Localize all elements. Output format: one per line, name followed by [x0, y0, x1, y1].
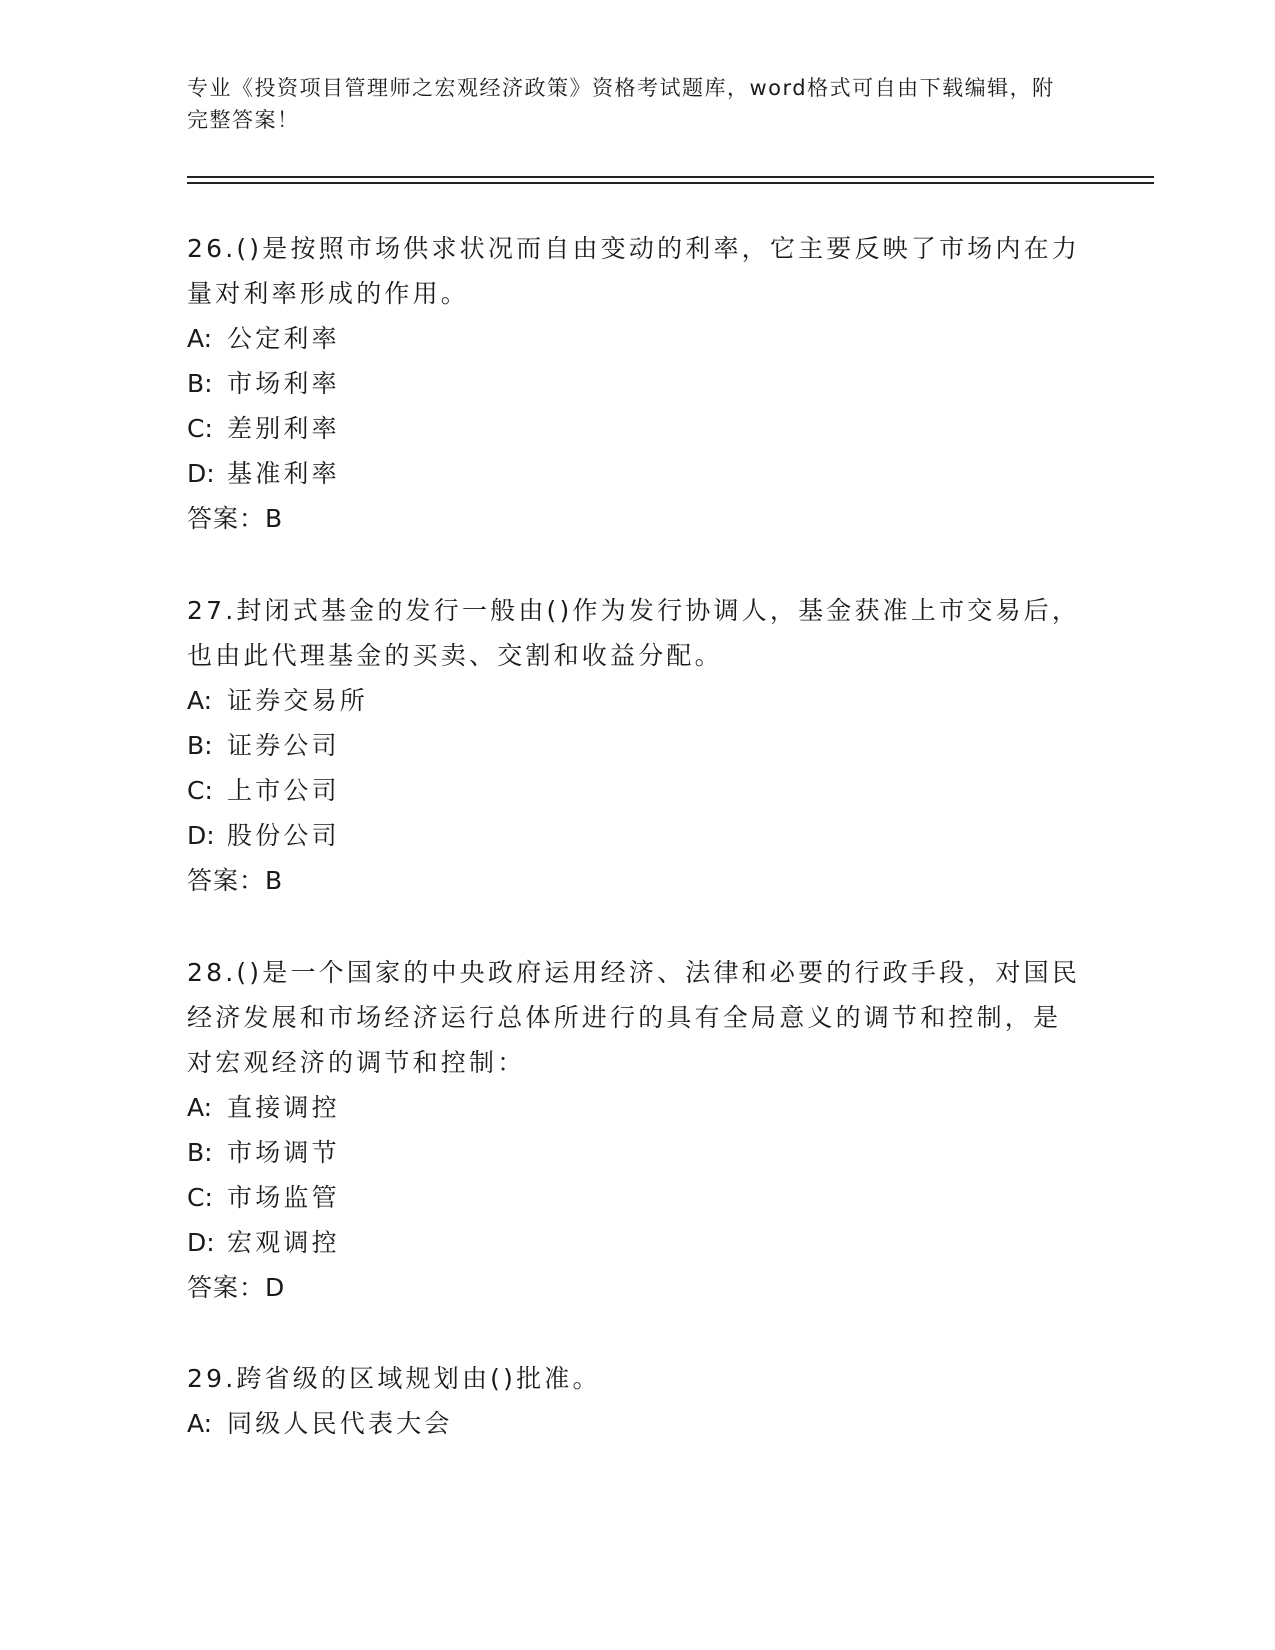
question-stem: 26.()是按照市场供求状况而自由变动的利率，它主要反映了市场内在力量对利率形成的作用。 [187, 234, 1081, 308]
option-key: C: [187, 776, 213, 805]
option-key: D: [187, 1228, 215, 1257]
option-text: 宏观调控 [227, 1228, 340, 1257]
option-a [187, 1085, 1087, 1130]
header-divider-bottom [187, 182, 1154, 184]
answer: 答案：D [187, 1273, 286, 1302]
document-header: 专业《投资项目管理师之宏观经济政策》资格考试题库，word格式可自由下载编辑，附完整答案！ [187, 76, 1055, 132]
option-b [187, 1130, 1087, 1175]
option-d [187, 813, 1087, 858]
question-28 [187, 950, 1087, 1310]
option-text: 直接调控 [227, 1093, 340, 1122]
question-29 [187, 1356, 1087, 1446]
option-key: D: [187, 821, 215, 850]
option-a [187, 1401, 1087, 1446]
option-key: B: [187, 731, 213, 760]
question-27 [187, 588, 1087, 903]
option-key: D: [187, 459, 215, 488]
option-text: 市场调节 [227, 1138, 340, 1167]
option-a [187, 316, 1087, 361]
option-b [187, 361, 1087, 406]
answer: 答案：B [187, 504, 284, 533]
option-text: 基准利率 [227, 459, 340, 488]
option-text: 同级人民代表大会 [227, 1409, 453, 1438]
answer: 答案：B [187, 866, 284, 895]
option-text: 差别利率 [227, 414, 340, 443]
option-key: C: [187, 1183, 213, 1212]
option-text: 股份公司 [227, 821, 340, 850]
question-stem: 28.()是一个国家的中央政府运用经济、法律和必要的行政手段，对国民经济发展和市场经济运行总体所进行的具有全局意义的调节和控制，是对宏观经济的调节和控制： [187, 958, 1081, 1077]
option-c [187, 406, 1087, 451]
option-text: 上市公司 [227, 776, 340, 805]
option-c [187, 768, 1087, 813]
option-key: C: [187, 414, 213, 443]
question-26 [187, 226, 1087, 541]
option-key: A: [187, 686, 213, 715]
option-b [187, 723, 1087, 768]
option-c [187, 1175, 1087, 1220]
option-key: A: [187, 1093, 213, 1122]
option-a [187, 678, 1087, 723]
option-text: 证券交易所 [227, 686, 369, 715]
option-d [187, 451, 1087, 496]
option-text: 市场利率 [227, 369, 340, 398]
question-stem: 29.跨省级的区域规划由()批准。 [187, 1364, 601, 1393]
option-key: A: [187, 324, 213, 353]
option-key: B: [187, 369, 213, 398]
option-text: 证券公司 [227, 731, 340, 760]
option-d [187, 1220, 1087, 1265]
option-text: 市场监管 [227, 1183, 340, 1212]
question-stem: 27.封闭式基金的发行一般由()作为发行协调人，基金获准上市交易后，也由此代理基金的买卖、交割和收益分配。 [187, 596, 1081, 670]
option-key: A: [187, 1409, 213, 1438]
option-key: B: [187, 1138, 213, 1167]
option-text: 公定利率 [227, 324, 340, 353]
header-divider-top [187, 176, 1154, 178]
